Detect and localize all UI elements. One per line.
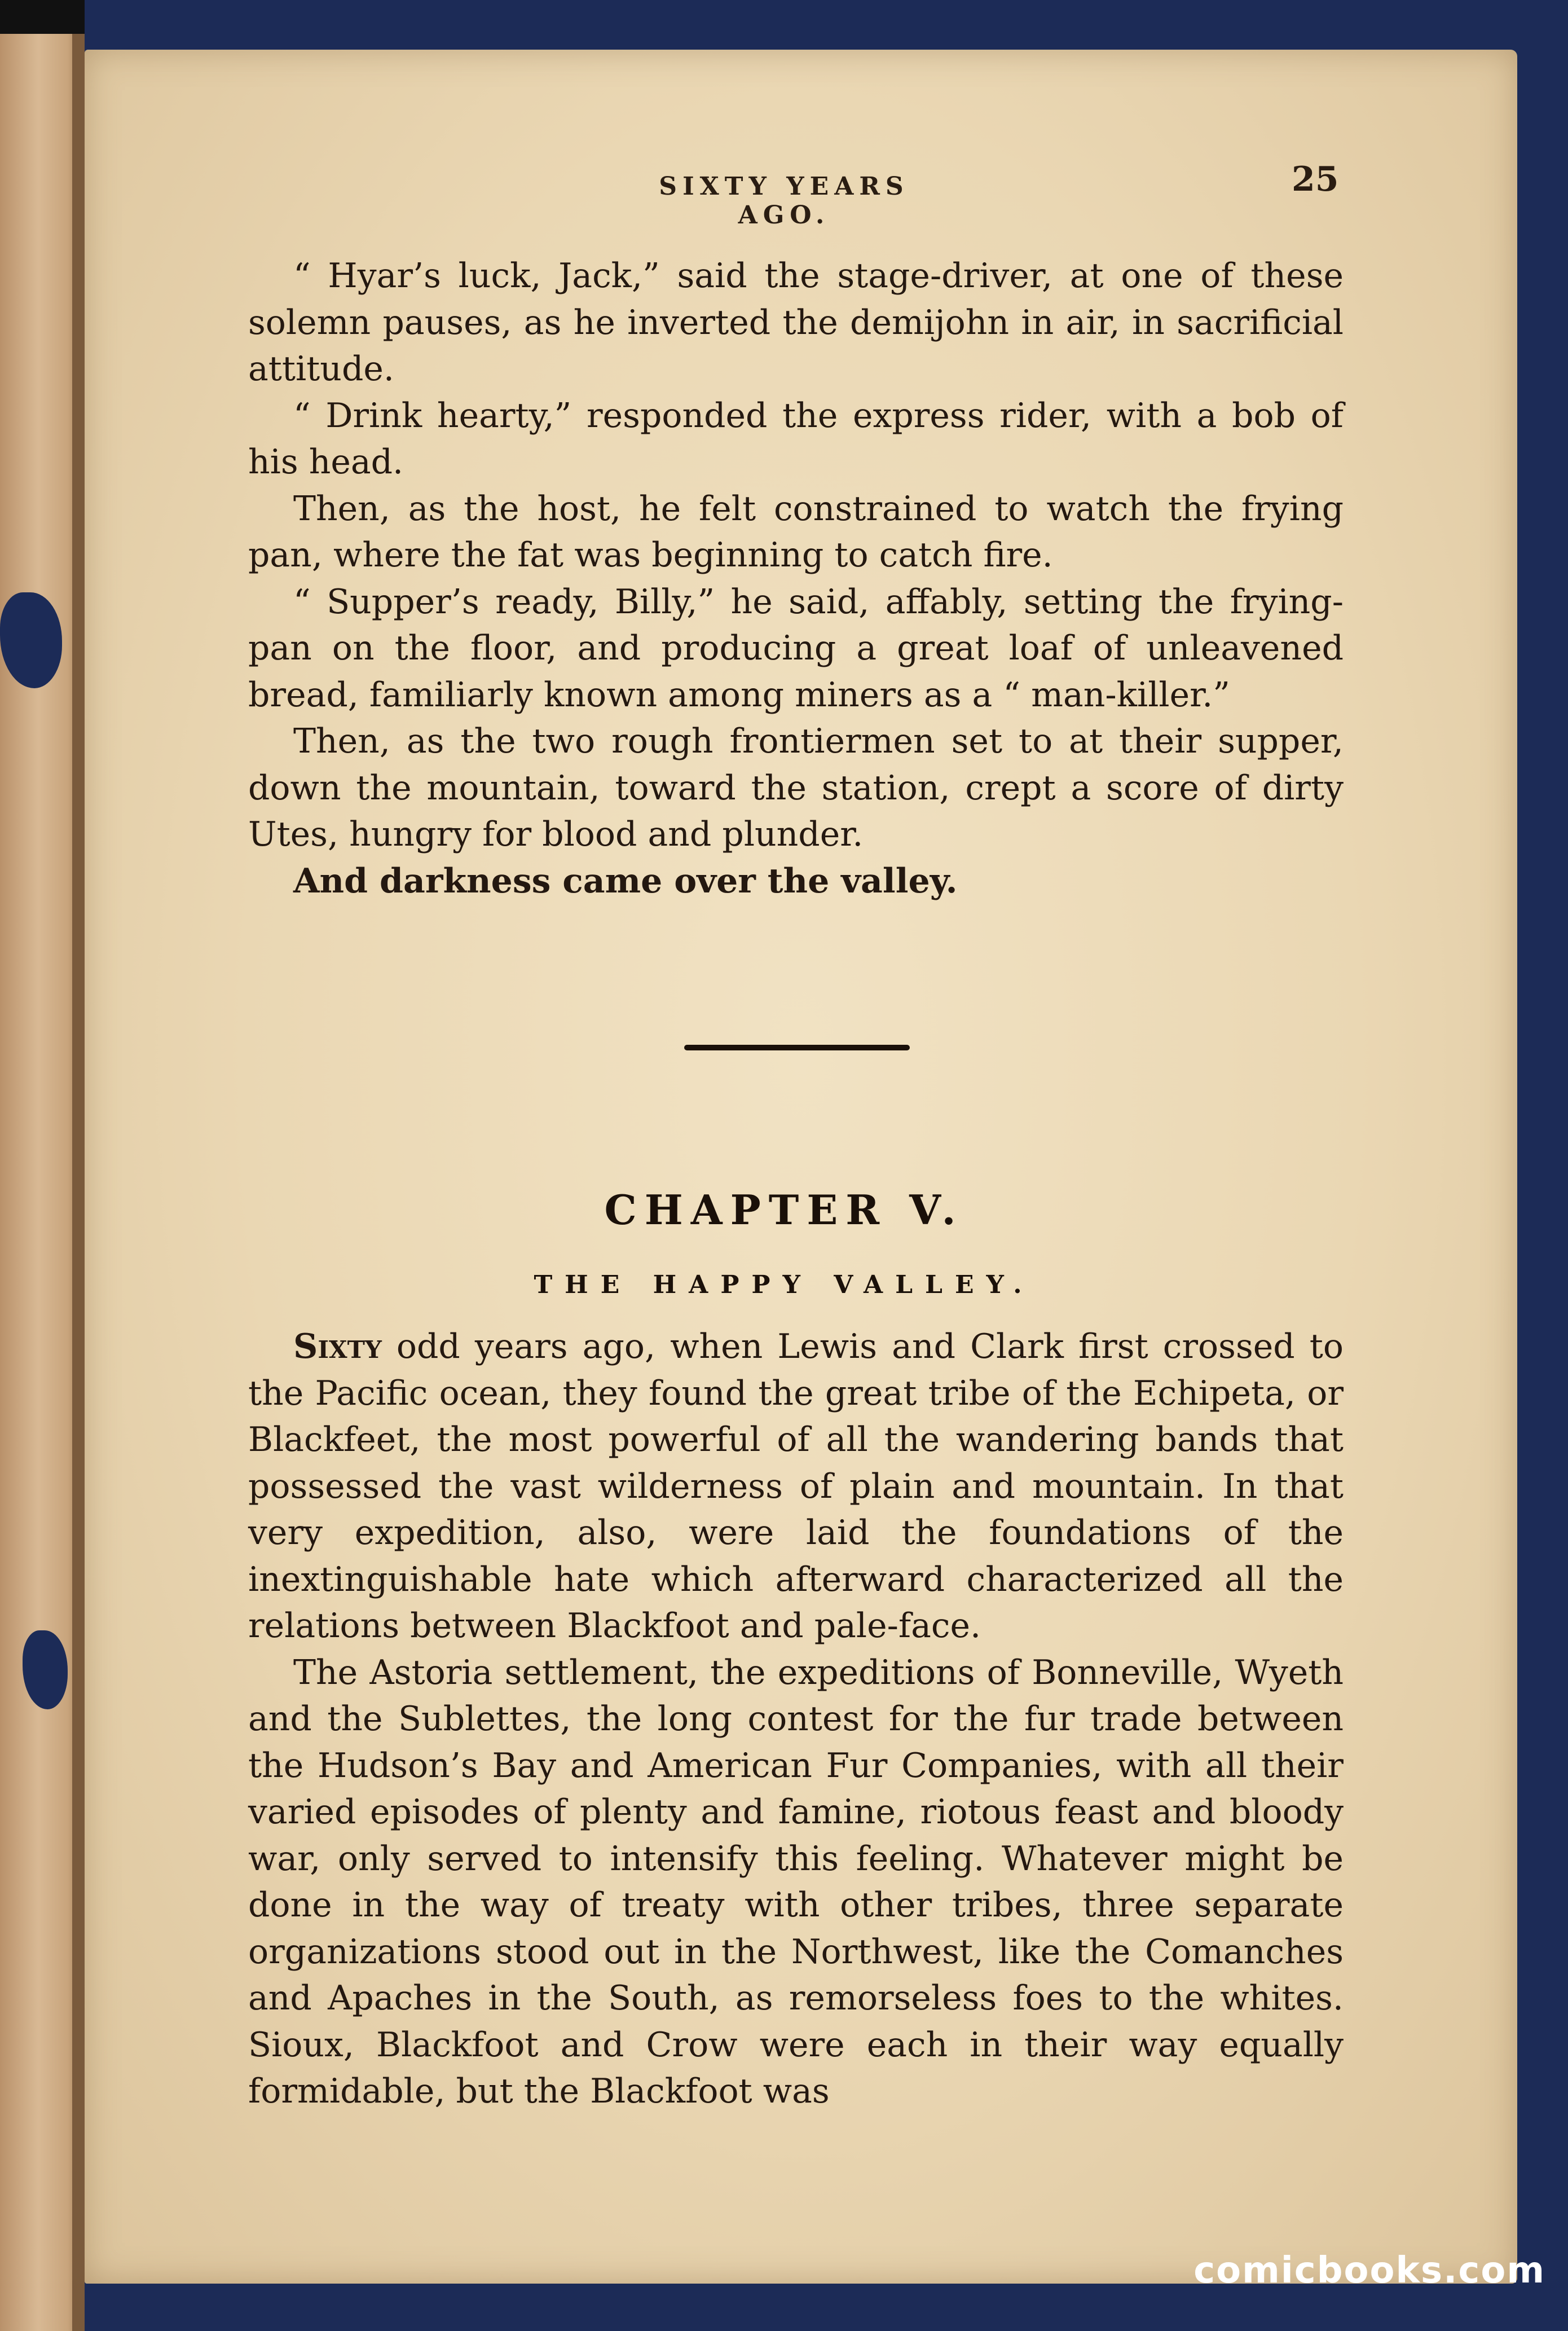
paragraph: “ Drink hearty,” responded the express rider, with a bob of his head.	[248, 395, 1344, 482]
section-divider-rule	[684, 1045, 910, 1050]
chapter-title: CHAPTER V.	[604, 1186, 964, 1234]
paragraph-lead-word: Sixty	[293, 1327, 382, 1366]
paragraph: “ Hyar’s luck, Jack,” said the stage-driver, at one of these solemn pauses, as he inverted the demijohn in air, in sacrificial attitude.	[248, 256, 1344, 389]
paragraph	[248, 1323, 1344, 1650]
page-number: 25	[1292, 160, 1339, 199]
text-block-section-1	[248, 253, 1344, 904]
chapter-subtitle: THE HAPPY VALLEY.	[534, 1270, 1034, 1299]
text-block-section-2	[248, 1323, 1344, 2115]
spine-top-shadow	[0, 0, 85, 34]
paragraph: “ Supper’s ready, Billy,” he said, affably, setting the frying-pan on the floor, and producing a great loaf of unleavened bread, familiarly known among miners as a “ man-killer.”	[248, 582, 1344, 715]
paragraph-body: odd years ago, when Lewis and Clark first crossed to the Pacific ocean, they found the great tribe of the Echipeta, or Blackfeet, the most powerful of all the wandering bands that possessed the vast wilderness of plain and mountain. In that very expedition, also, were laid the foundations of the inextinguishable hate which afterward characterized all the relations between Blackfoot and pale-face.	[248, 1327, 1344, 1646]
paragraph: Then, as the two rough frontiermen set to at their supper, down the mountain, toward the station, crept a score of dirty Utes, hungry for blood and plunder.	[248, 722, 1344, 854]
paragraph: And darkness came over the valley.	[293, 861, 958, 901]
paragraph: Then, as the host, he felt constrained to watch the frying pan, where the fat was beginning to catch fire.	[248, 489, 1344, 575]
paragraph: The Astoria settlement, the expeditions of Bonneville, Wyeth and the Sublettes, the long contest for the fur trade between the Hudson’s Bay and American Fur Companies, with all their varied episodes of plenty and famine, riotous feast and bloody war, only served to intensify this feeling. Whatever might be done in the way of treaty with other tribes, three separate organizations stood out in the Northwest, like the Comanches and Apaches in the South, as remorseless foes to the whites. Sioux, Blackfoot and Crow were each in their way equally formidable, but the Blackfoot was	[248, 1652, 1344, 2111]
watermark: comicbooks.com	[1193, 2250, 1545, 2292]
running-head: SIXTY YEARS AGO.	[659, 172, 909, 230]
spine-edge	[72, 0, 85, 2331]
